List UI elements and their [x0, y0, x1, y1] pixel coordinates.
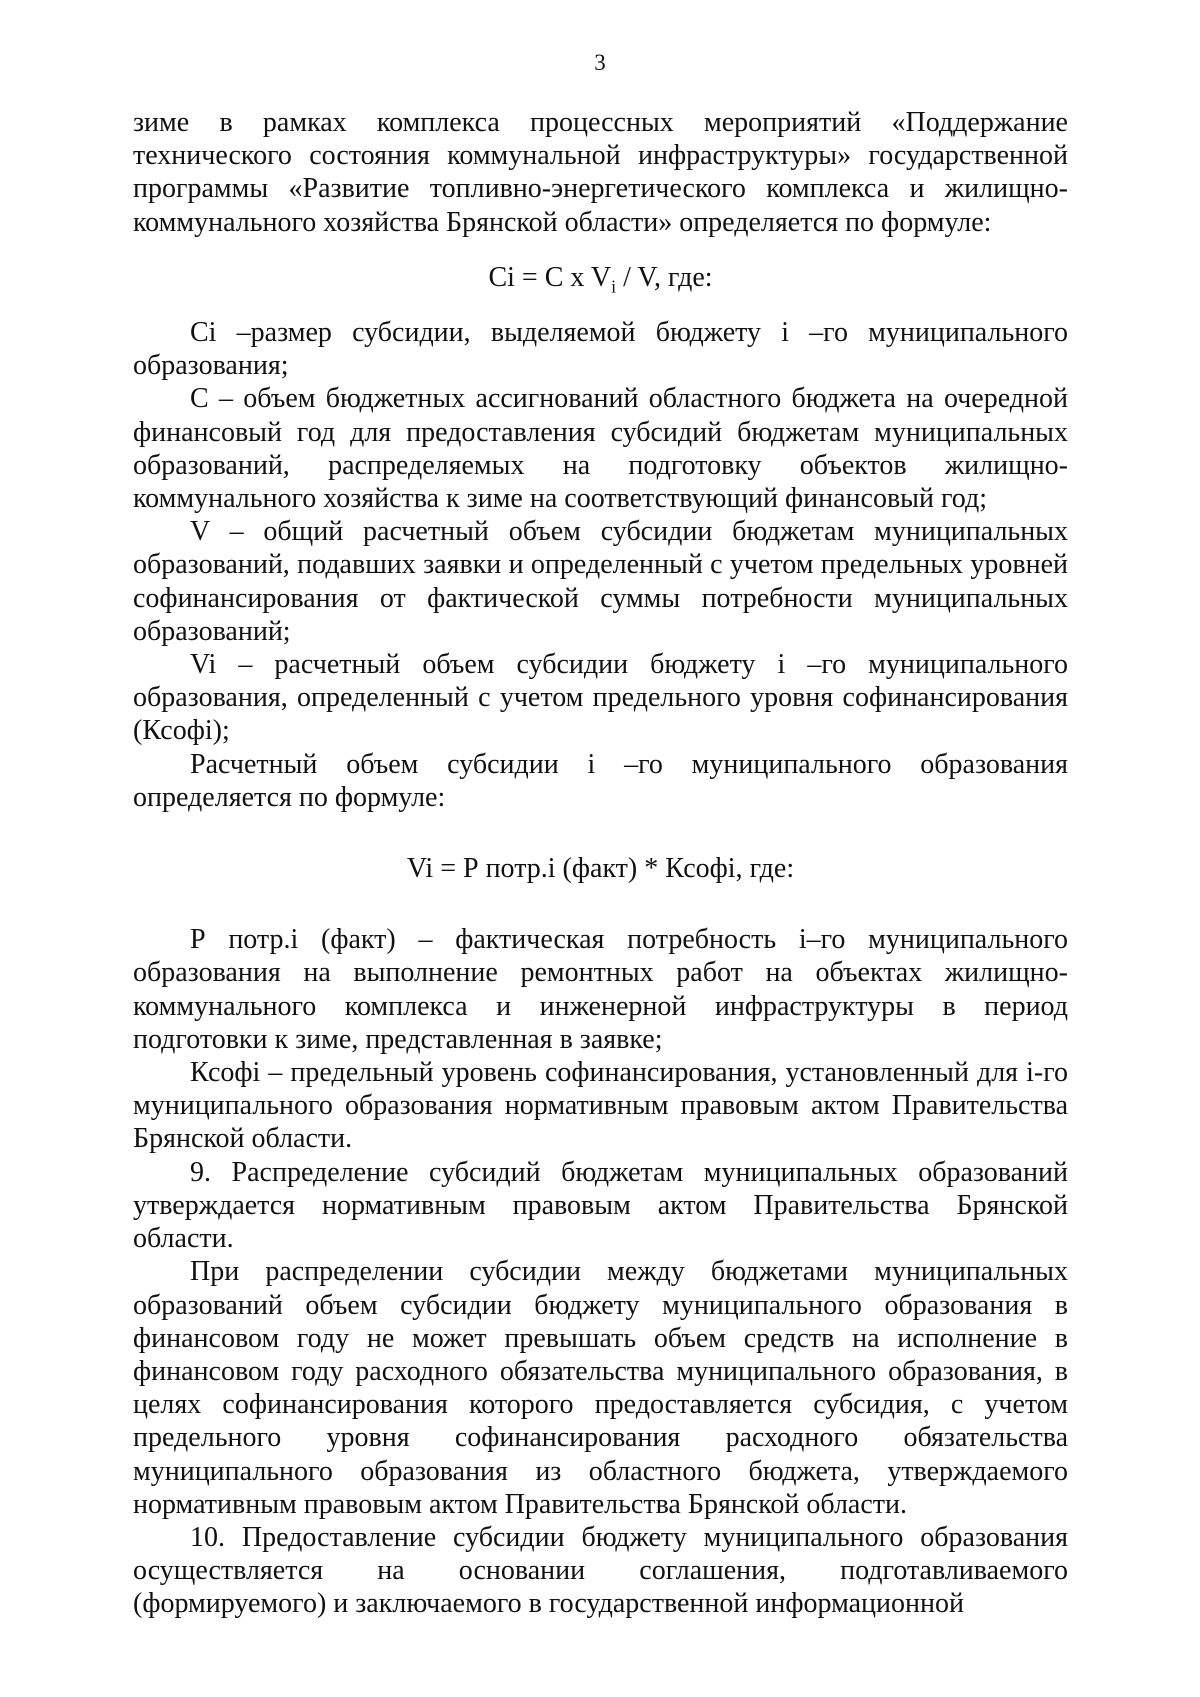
- paragraph-distribution: При распределении субсидии между бюджетами муниципальных образований объем субсидии бюджету муниципального образования в финансовом году не может превышать объем средств на исполнение в финансовом году расходного обязательства муниципального образования, в целях софинансирования которого предоставляется субсидия, с учетом предельного уровня софинансирования расходного обязательства муниципального образования из областного бюджета, утверждаемого нормативным правовым актом Правительства Брянской области.: [133, 1256, 1068, 1520]
- formula-ci-right: / V, где:: [616, 261, 713, 293]
- formula-ci-left: Сi = С x V: [488, 261, 612, 293]
- formula-ci: [133, 261, 1068, 297]
- paragraph-p-definition: Р потр.i (факт) – фактическая потребность i–го муниципального образования на выполнение ремонтных работ на объектах жилищно-коммунального комплекса и инженерной инфраструктуры в период подготовки к зиме, представленная в заявке;: [133, 924, 1068, 1055]
- paragraph-vi-definition: Vi – расчетный объем субсидии бюджету i –го муниципального образования, определенный с учетом предельного уровня софинансирования (Ксофi);: [133, 649, 1068, 747]
- paragraph-item-9: 9. Распределение субсидий бюджетам муниципальных образований утверждается нормативным правовым актом Правительства Брянской области.: [133, 1156, 1068, 1255]
- paragraph-item-10: 10. Предоставление субсидии бюджету муниципального образования осуществляется на основании соглашения, подготавливаемого (формируемого) и заключаемого в государственной информационной: [133, 1521, 1068, 1620]
- formula-vi: Vi = Р потр.i (факт) * Ксофi, где:: [406, 853, 795, 885]
- paragraph-ksof-definition: Ксофi – предельный уровень софинансирования, установленный для i-го муниципального образования нормативным правовым актом Правительства Брянской области.: [133, 1057, 1068, 1155]
- paragraph-ci-definition: Сi –размер субсидии, выделяемой бюджету i –го муниципального образования;: [133, 317, 1068, 382]
- paragraph-c-definition: С – объем бюджетных ассигнований областного бюджета на очередной финансовый год для предоставления субсидий бюджетам муниципальных образований, распределяемых на подготовку объектов жилищно-коммунального хозяйства к зиме на соответствующий финансовый год;: [133, 383, 1068, 515]
- paragraph-vi-formula-intro: Расчетный объем субсидии i –го муниципального образования определяется по формуле:: [133, 748, 1068, 813]
- formula-ci-subscript: i: [611, 276, 617, 297]
- paragraph-intro: зиме в рамках комплекса процессных мероприятий «Поддержание технического состояния коммунальной инфраструктуры» государственной программы «Развитие топливно-энергетического комплекса и жилищно-коммунального хозяйства Брянской области» определяется по формуле:: [133, 107, 1068, 238]
- paragraph-v-definition: V – общий расчетный объем субсидии бюджетам муниципальных образований, подавших заявки и определенный с учетом предельных уровней софинансирования от фактической суммы потребности муниципальных образований;: [133, 516, 1068, 647]
- page-number: 3: [594, 50, 606, 75]
- document-body: [133, 106, 1068, 1621]
